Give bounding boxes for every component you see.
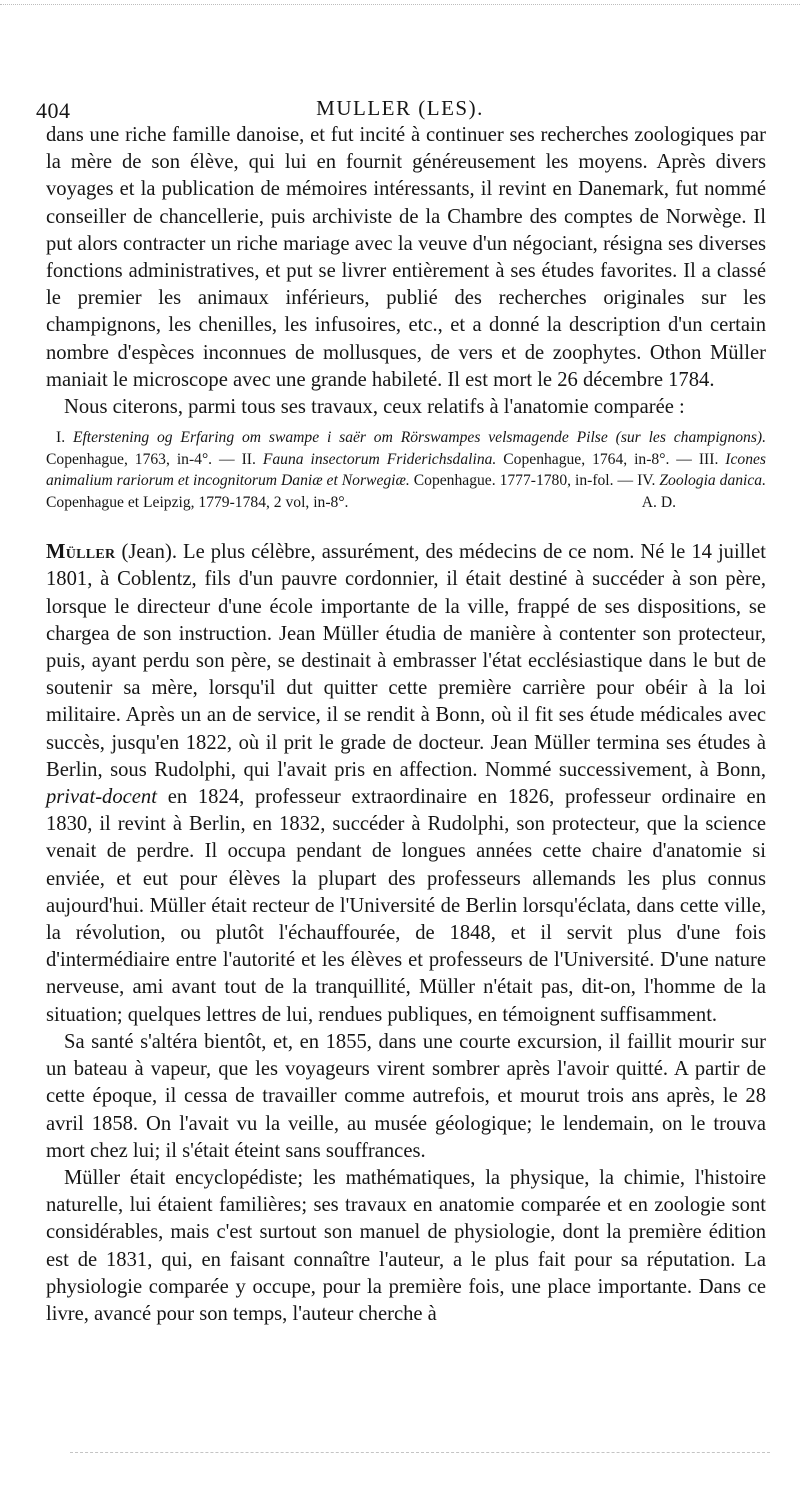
- work-1-publication: Copenhague, 1763, in-4°. —: [46, 450, 235, 468]
- entry-italic-term: privat-docent: [46, 786, 157, 809]
- entry-name: Müller: [46, 541, 116, 564]
- work-3-title: Icones animalium rariorum et incognitorum Daniæ et Norwegiæ.: [46, 450, 766, 490]
- work-2-title: Fauna insectorum Friderichsdalina.: [262, 450, 497, 468]
- previous-entry-paragraph-1: dans une riche famille danoise, et fut incité à continuer ses recherches zoologiques par la mère de son élève, qui lui en fournit généreusement les moyens. Après divers voyages et la publication de mémoires intéressants, il revint en Danemark, fut nommé conseiller de chancellerie, puis archiviste de la Chambre des comptes de Norwège. Il put alors contracter un riche mariage avec la veuve d'un négociant, résigna ses diverses fonctions administratives, et put se livrer entièrement à ses études favorites. Il a classé le premier les animaux inférieurs, publié des recherches originales sur les champignons, les chenilles, les infusoires, etc., et a donné la description d'un certain nombre d'espèces inconnues de mollusques, de vers et de zoophytes. Othon Müller maniait le microscope avec une grande habileté. Il est mort le 26 décembre 1784.: [46, 124, 766, 391]
- entry-paragraph-3: Müller était encyclopédiste; les mathématiques, la physique, la chimie, l'histoire naturelle, lui étaient familières; ses travaux en anatomie comparée et en zoologie sont considérables, mais c'est surtout son manuel de physiologie, dont la première édition est de 1831, qui, en faisant connaître l'auteur, a le plus fait pour sa réputation. La physiologie comparée y occupe, pour la première fois, une place importante. Dans ce livre, avancé pour son temps, l'auteur cherche à: [46, 1166, 766, 1325]
- entry-given-name: (Jean).: [121, 541, 177, 564]
- work-2-publication: Copenhague, 1764, in-8°. —: [503, 450, 692, 468]
- entry-paragraph-1-part-a: Le plus célèbre, assurément, des médecins de ce nom. Né le 14 juillet 1801, à Coblentz, fils d'un pauvre cordonnier, il était destiné à succéder à son père, lorsque le directeur d'une école importante de la ville, frappé de ses dispositions, se chargea de son instruction. Jean Müller étudia de manière à contenter son protecteur, puis, ayant perdu son père, se destinait à embrasser l'état ecclésiastique dans le but de soutenir sa mère, lorsqu'il dut quitter cette première carrière pour obéir à la loi militaire. Après un an de service, il se rendit à Bonn, où il fit ses étude médicales avec succès, jusqu'en 1822, où il prit le grade de docteur. Jean Müller termina ses études à Berlin, sous Rudolphi, qui l'avait pris en affection. Nommé successivement, à Bonn,: [46, 541, 766, 781]
- work-4-publication: Copenhague et Leipzig, 1779-1784, 2 vol, in-8°.: [46, 493, 349, 511]
- page-header: [36, 94, 764, 122]
- page-content: [46, 122, 766, 1328]
- previous-entry-paragraph-2: Nous citerons, parmi tous ses travaux, ceux relatifs à l'anatomie comparée :: [64, 396, 685, 419]
- author-initials: A. D.: [641, 493, 676, 511]
- running-title: MULLER (LES).: [316, 96, 484, 120]
- work-2-number: II.: [241, 450, 256, 468]
- entry-paragraph-1-part-b: en 1824, professeur extraordinaire en 1826, professeur ordinaire en 1830, il revint à Berlin, en 1832, succéder à Rudolphi, son protecteur, que la science venait de perdre. Il occupa pendant de longues années cette chaire d'anatomie si enviée, et eut pour élèves la plupart des professeurs allemands les plus connus aujourd'hui. Müller était recteur de l'Université de Berlin lorsqu'éclata, dans cette ville, la révolution, ou plutôt l'échauffourée, de 1848, et il servit plus d'une fois d'intermédiaire entre l'autorité et les élèves et professeurs de l'Université. D'une nature nerveuse, ami avant tout de la tranquillité, Müller n'était pas, dit-on, l'homme de la situation; quelques lettres de lui, rendues publiques, en témoignent suffisamment.: [46, 786, 766, 1026]
- work-1-number: I.: [56, 429, 66, 447]
- top-edge-marks: [0, 4, 800, 15]
- work-4-title: Zoologia danica.: [659, 472, 766, 490]
- work-3-publication: Copenhague. 1777-1780, in-fol. —: [413, 472, 634, 490]
- work-4-number: IV.: [637, 472, 656, 490]
- works-list: [46, 427, 766, 513]
- page-number: 404: [36, 98, 71, 123]
- work-1-title: Efterstening og Erfaring om swampe i saër om Rörswampes velsmagende Pilse (sur les champignons).: [72, 429, 766, 447]
- work-3-number: III.: [698, 450, 719, 468]
- bottom-edge-marks: [70, 1452, 770, 1454]
- entry-paragraph-2: Sa santé s'altéra bientôt, et, en 1855, dans une courte excursion, il faillit mourir sur un bateau à vapeur, que les voyageurs virent sombrer après l'avoir quitté. A partir de cette époque, il cessa de travailler comme autrefois, et mourut trois ans après, le 28 avril 1858. On l'avait vu la veille, au musée géologique; le lendemain, on le trouva mort chez lui; il s'était éteint sans souffrances.: [46, 1030, 766, 1162]
- entry-paragraph-1: [46, 539, 766, 1029]
